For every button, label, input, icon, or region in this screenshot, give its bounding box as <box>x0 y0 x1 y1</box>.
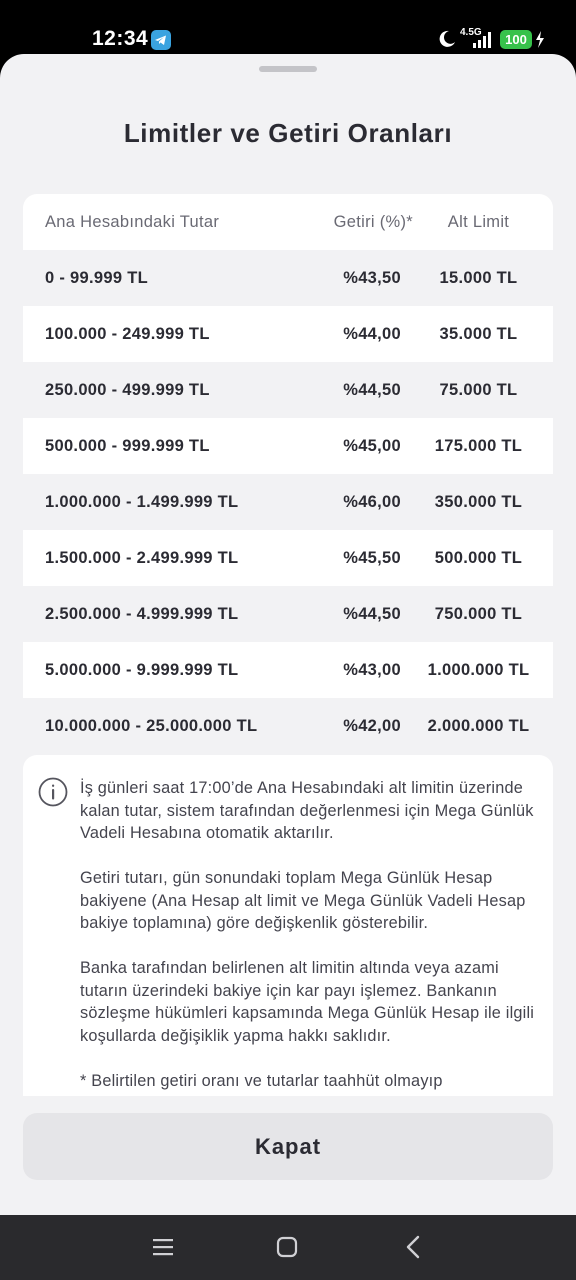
row-amount: 10.000.000 - 25.000.000 TL <box>45 717 258 735</box>
row-rate: %45,00 <box>343 437 401 455</box>
back-icon[interactable] <box>403 1235 423 1259</box>
table-row <box>23 250 553 306</box>
info-icon <box>38 777 68 807</box>
row-amount: 250.000 - 499.999 TL <box>45 381 210 399</box>
info-paragraph: * Belirtilen getiri oranı ve tutarlar taahhüt olmayıp <box>80 1071 443 1090</box>
row-amount: 100.000 - 249.999 TL <box>45 325 210 343</box>
row-amount: 1.500.000 - 2.499.999 TL <box>45 549 239 567</box>
status-bar <box>0 0 576 56</box>
table-row <box>23 418 553 474</box>
table-row <box>23 306 553 362</box>
row-limit: 2.000.000 TL <box>427 717 530 735</box>
battery-icon: 100 <box>500 30 532 49</box>
row-rate: %44,50 <box>343 605 401 623</box>
row-amount: 0 - 99.999 TL <box>45 269 148 287</box>
row-limit: 35.000 TL <box>439 325 518 343</box>
header-limit: Alt Limit <box>447 213 510 231</box>
row-limit: 750.000 TL <box>434 605 523 623</box>
recent-apps-icon[interactable] <box>152 1236 174 1258</box>
drag-handle[interactable] <box>259 66 317 72</box>
table-row <box>23 530 553 586</box>
info-text <box>80 777 542 1096</box>
row-amount: 5.000.000 - 9.999.999 TL <box>45 661 239 679</box>
network-label: 4.5G <box>460 27 482 38</box>
table-row <box>23 698 553 754</box>
signal-icon <box>472 30 496 49</box>
close-button[interactable]: Kapat <box>23 1113 553 1180</box>
moon-icon <box>437 29 457 49</box>
row-rate: %44,00 <box>343 325 401 343</box>
header-amount: Ana Hesabındaki Tutar <box>45 213 220 231</box>
table-header-row <box>23 194 553 250</box>
row-limit: 1.000.000 TL <box>427 661 530 679</box>
table-row <box>23 586 553 642</box>
info-paragraph: İş günleri saat 17:00’de Ana Hesabındaki alt limitin üzerinde kalan tutar, sistem tarafından değerlenmesi için Mega Günlük Vadeli Hesabına otomatik aktarılır. <box>80 779 534 842</box>
table-row <box>23 474 553 530</box>
telegram-icon <box>151 30 171 50</box>
row-limit: 350.000 TL <box>434 493 523 511</box>
home-icon[interactable] <box>276 1236 298 1258</box>
sheet-title: Limitler ve Getiri Oranları <box>123 118 453 148</box>
row-rate: %45,50 <box>343 549 401 567</box>
bolt-icon <box>535 31 545 48</box>
header-rate: Getiri (%)* <box>333 213 413 231</box>
table-row <box>23 642 553 698</box>
row-rate: %46,00 <box>343 493 401 511</box>
row-rate: %44,50 <box>343 381 401 399</box>
table-row <box>23 362 553 418</box>
row-rate: %42,00 <box>343 717 401 735</box>
row-rate: %43,00 <box>343 661 401 679</box>
row-amount: 500.000 - 999.999 TL <box>45 437 210 455</box>
status-time: 12:34 <box>92 27 149 50</box>
row-amount: 1.000.000 - 1.499.999 TL <box>45 493 239 511</box>
row-limit: 175.000 TL <box>434 437 523 455</box>
limits-table <box>23 194 553 754</box>
info-box[interactable] <box>23 755 553 1096</box>
row-amount: 2.500.000 - 4.999.999 TL <box>45 605 239 623</box>
bottom-sheet <box>0 54 576 1215</box>
row-limit: 15.000 TL <box>439 269 518 287</box>
info-paragraph: Getiri tutarı, gün sonundaki toplam Mega Günlük Hesap bakiyene (Ana Hesap alt limit ve Mega Günlük Vadeli Hesap bakiye toplamına) göre değişkenlik gösterebilir. <box>80 869 526 932</box>
row-rate: %43,50 <box>343 269 401 287</box>
navigation-bar <box>0 1215 576 1280</box>
info-paragraph: Banka tarafından belirlenen alt limitin altında veya azami tutarın üzerindeki bakiye için kar payı işlemez. Bankanın sözleşme hükümleri kapsamında Mega Günlük Hesap ile ilgili koşullarda değişiklik yapma hakkı saklıdır. <box>80 959 535 1045</box>
row-limit: 500.000 TL <box>434 549 523 567</box>
row-limit: 75.000 TL <box>439 381 518 399</box>
